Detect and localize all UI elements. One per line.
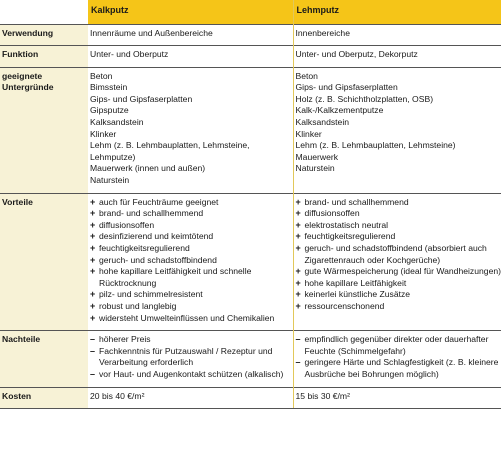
list-item	[90, 255, 293, 267]
list-item-text: Naturstein	[90, 175, 130, 186]
bullet-marker: +	[90, 219, 96, 230]
list-item	[90, 105, 293, 117]
list-item	[296, 220, 501, 232]
list-item-text: elektrostatisch neutral	[304, 219, 389, 230]
row-verwendung	[0, 24, 501, 46]
list-item-text: Holz (z. B. Schichtholzplatten, OSB)	[295, 93, 434, 104]
list-item-text: brand- und schallhemmend	[99, 208, 204, 219]
list-item-text: Mauerwerk (innen und außen)	[90, 163, 206, 174]
row-nachteile	[0, 331, 501, 387]
list-item-text: auch für Feuchträume geeignet	[99, 196, 219, 207]
bullet-marker: +	[90, 289, 96, 300]
label-verwendung: Verwendung	[0, 24, 88, 46]
list-item-text: Bimsstein	[90, 82, 128, 93]
list-item	[296, 278, 501, 290]
lehm-untergruende	[293, 67, 501, 193]
list-item	[90, 369, 293, 381]
list-item	[90, 313, 293, 325]
kalk-funktion: Unter- und Oberputz	[88, 46, 293, 68]
row-kosten	[0, 387, 501, 409]
list-item-text: höherer Preis	[99, 334, 151, 345]
kalk-verwendung: Innenräume und Außenbereiche	[88, 24, 293, 46]
list-item	[90, 243, 293, 255]
bullet-marker: +	[295, 243, 301, 253]
list-item-text: Fachkenntnis für Putzauswahl / Rezeptur und Verarbeitung erforderlich	[99, 345, 273, 368]
bullet-marker: –	[295, 334, 301, 345]
list-item	[90, 289, 293, 301]
list-item	[90, 163, 293, 175]
list-item-text: diffusionsoffen	[304, 208, 360, 219]
list-item-text: geringere Härte und Schlagfestigkeit (z. B. kleinere Ausbrüche bei Bohrungen möglich)	[304, 357, 499, 379]
row-vorteile	[0, 193, 501, 331]
list-item-text: Klinker	[295, 128, 322, 139]
list-item-text: Naturstein	[295, 163, 335, 174]
header-lehmputz: Lehmputz	[293, 0, 501, 24]
list-item-text: Beton	[295, 70, 318, 81]
kalk-nachteile	[88, 331, 293, 387]
lehm-nachteile	[293, 331, 501, 387]
list-item-text: keinerlei künstliche Zusätze	[304, 289, 411, 300]
list-item-text: Mauerwerk	[295, 151, 339, 162]
list-item	[296, 117, 501, 129]
bullet-marker: +	[90, 266, 96, 277]
bullet-marker: –	[90, 368, 96, 379]
bullet-marker: –	[295, 357, 301, 368]
list-item-text: widersteht Umwelteinflüssen und Chemikalien	[99, 312, 275, 323]
list-item	[90, 346, 293, 369]
list-item	[296, 105, 501, 117]
list-item-text: Gips- und Gipsfaserplatten	[90, 93, 193, 104]
list-item-text: Lehm (z. B. Lehmbauplatten, Lehmsteine)	[295, 140, 456, 151]
list-item-text: robust und langlebig	[99, 300, 177, 311]
list-item	[90, 266, 293, 289]
list-item-text: feuchtigkeitsregulierend	[99, 243, 190, 253]
list-item	[90, 175, 293, 187]
list-item	[296, 208, 501, 220]
list-item	[90, 94, 293, 106]
list-item-text: diffusionsoffen	[99, 219, 155, 230]
header-blank-cell	[0, 0, 88, 24]
label-nachteile: Nachteile	[0, 331, 88, 387]
bullet-marker: +	[90, 243, 96, 253]
list-item-text: geruch- und schadstoffbindend (absorbiert auch Zigarettenrauch oder Kochgerüche)	[304, 243, 487, 265]
list-item-text: geruch- und schadstoffbindend	[99, 254, 217, 265]
list-item-text: vor Haut- und Augenkontakt schützen (alkalisch)	[99, 368, 284, 379]
list-item-text: Gips- und Gipsfaserplatten	[295, 82, 398, 93]
list-item	[296, 71, 501, 83]
bullet-marker: +	[295, 208, 301, 219]
list-item-text: Gipsputze	[90, 105, 129, 116]
bullet-marker: +	[295, 219, 301, 230]
row-untergruende	[0, 67, 501, 193]
lehm-vorteile	[293, 193, 501, 331]
label-untergruende: geeignete Untergründe	[0, 67, 88, 193]
kalk-untergruende	[88, 67, 293, 193]
list-item	[296, 94, 501, 106]
label-funktion: Funktion	[0, 46, 88, 68]
list-item	[90, 208, 293, 220]
bullet-marker: +	[295, 277, 301, 288]
bullet-marker: +	[90, 231, 96, 242]
list-item-text: desinfizierend und keimtötend	[99, 231, 214, 242]
list-item	[296, 197, 501, 209]
kalk-kosten: 20 bis 40 €/m²	[88, 387, 293, 409]
bullet-marker: +	[295, 289, 301, 300]
kalk-vorteile	[88, 193, 293, 331]
bullet-marker: +	[295, 196, 301, 207]
list-item-text: Klinker	[90, 128, 117, 139]
list-item-text: Kalksandstein	[295, 117, 350, 128]
list-item	[296, 152, 501, 164]
list-item	[296, 231, 501, 243]
list-item-text: Kalksandstein	[90, 117, 144, 128]
list-item	[296, 129, 501, 141]
list-item-text: ressourcenschonend	[304, 300, 385, 311]
list-item-text: feuchtigkeitsregulierend	[304, 231, 396, 242]
list-item-text: gute Wärmespeicherung (ideal für Wandheizungen)	[304, 266, 501, 277]
label-vorteile: Vorteile	[0, 193, 88, 331]
list-item	[296, 82, 501, 94]
list-item-text: brand- und schallhemmend	[304, 196, 409, 207]
bullet-marker: +	[90, 208, 96, 219]
list-item	[296, 163, 501, 175]
list-item	[90, 231, 293, 243]
list-item	[90, 301, 293, 313]
list-item-text: Lehm (z. B. Lehmbauplatten, Lehmsteine, Lehmputze)	[90, 140, 250, 162]
lehm-funktion: Unter- und Oberputz, Dekorputz	[293, 46, 501, 68]
list-item	[296, 334, 501, 357]
list-item-text: Beton	[90, 70, 113, 81]
list-item	[296, 243, 501, 266]
list-item	[90, 71, 293, 83]
label-kosten: Kosten	[0, 387, 88, 409]
list-item-text: empfindlich gegenüber direkter oder dauerhafter Feuchte (Schimmelgefahr)	[304, 334, 489, 356]
bullet-marker: –	[90, 334, 96, 345]
list-item	[296, 289, 501, 301]
list-item-text: hohe kapillare Leitfähigkeit	[304, 277, 407, 288]
list-item	[90, 334, 293, 346]
bullet-marker: –	[90, 345, 96, 356]
list-item	[296, 140, 501, 152]
bullet-marker: +	[295, 266, 301, 277]
lehm-verwendung: Innenbereiche	[293, 24, 501, 46]
list-item	[90, 140, 293, 163]
list-item	[296, 357, 501, 380]
list-item	[90, 82, 293, 94]
header-kalkputz: Kalkputz	[88, 0, 293, 24]
bullet-marker: +	[295, 231, 301, 242]
bullet-marker: +	[295, 300, 301, 311]
header-row	[0, 0, 501, 24]
list-item-text: pilz- und schimmelresistent	[99, 289, 203, 300]
list-item	[90, 117, 293, 129]
list-item	[90, 220, 293, 232]
list-item	[296, 301, 501, 313]
list-item	[90, 129, 293, 141]
bullet-marker: +	[90, 300, 96, 311]
list-item-text: Kalk-/Kalkzementputze	[295, 105, 384, 116]
list-item	[90, 197, 293, 209]
row-funktion	[0, 46, 501, 68]
bullet-marker: +	[90, 196, 96, 207]
bullet-marker: +	[90, 312, 96, 323]
bullet-marker: +	[90, 254, 96, 265]
list-item-text: hohe kapillare Leitfähigkeit und schnelle Rücktrocknung	[99, 266, 252, 288]
list-item	[296, 266, 501, 278]
lehm-kosten: 15 bis 30 €/m²	[293, 387, 501, 409]
